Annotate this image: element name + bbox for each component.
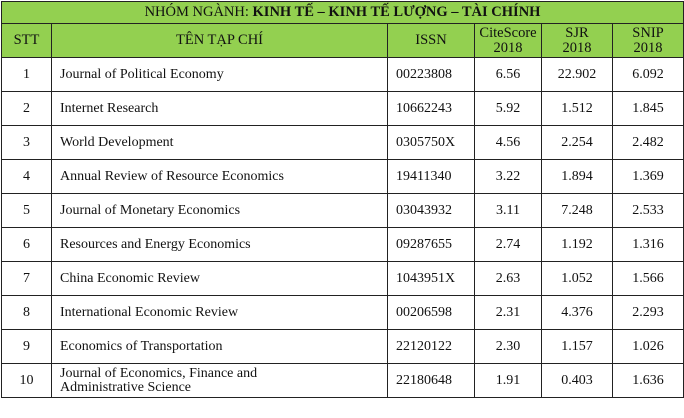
- table-row: [2, 228, 684, 262]
- header-citescore-label: CiteScore: [479, 24, 537, 41]
- cell-snip: 1.566: [613, 262, 684, 296]
- cell-sjr: 1.894: [542, 160, 613, 194]
- cell-journal-name: Resources and Energy Economics: [52, 228, 388, 262]
- header-citescore: [475, 24, 542, 58]
- cell-snip: 1.636: [613, 364, 684, 398]
- table-title-row: [2, 2, 684, 24]
- header-citescore-year: 2018: [493, 39, 523, 56]
- cell-sjr: 2.254: [542, 126, 613, 160]
- cell-sjr: 22.902: [542, 58, 613, 92]
- header-sjr: [542, 24, 613, 58]
- cell-sjr: 1.052: [542, 262, 613, 296]
- cell-snip: 2.533: [613, 194, 684, 228]
- cell-citescore: 2.63: [475, 262, 542, 296]
- header-issn: ISSN: [388, 24, 475, 58]
- cell-stt: 4: [2, 160, 52, 194]
- cell-citescore: 5.92: [475, 92, 542, 126]
- header-snip: [613, 24, 684, 58]
- cell-snip: 6.092: [613, 58, 684, 92]
- cell-journal-name: Journal of Political Economy: [52, 58, 388, 92]
- cell-stt: 9: [2, 330, 52, 364]
- table-row: [2, 262, 684, 296]
- header-snip-label: SNIP: [632, 24, 664, 41]
- cell-issn: 09287655: [388, 228, 475, 262]
- cell-issn: 1043951X: [388, 262, 475, 296]
- cell-snip: 2.482: [613, 126, 684, 160]
- journal-name-line1: Journal of Economics, Finance and: [60, 365, 258, 381]
- table-row: [2, 92, 684, 126]
- cell-sjr: 1.192: [542, 228, 613, 262]
- cell-stt: 1: [2, 58, 52, 92]
- cell-journal-name: Journal of Monetary Economics: [52, 194, 388, 228]
- cell-issn: 00223808: [388, 58, 475, 92]
- table-row: [2, 364, 684, 398]
- journal-ranking-table: [1, 1, 684, 398]
- cell-journal-name: Economics of Transportation: [52, 330, 388, 364]
- cell-citescore: 6.56: [475, 58, 542, 92]
- header-sjr-label: SJR: [565, 24, 589, 41]
- cell-issn: 22180648: [388, 364, 475, 398]
- header-snip-year: 2018: [633, 39, 663, 56]
- cell-issn: 00206598: [388, 296, 475, 330]
- cell-sjr: 0.403: [542, 364, 613, 398]
- table-header-row: [2, 24, 684, 58]
- cell-citescore: 1.91: [475, 364, 542, 398]
- table-row: [2, 58, 684, 92]
- table-row: [2, 126, 684, 160]
- cell-snip: 2.293: [613, 296, 684, 330]
- table-title-group: KINH TẾ – KINH TẾ LƯỢNG – TÀI CHÍNH: [252, 4, 541, 20]
- cell-stt: 2: [2, 92, 52, 126]
- cell-citescore: 3.11: [475, 194, 542, 228]
- cell-issn: 0305750X: [388, 126, 475, 160]
- cell-journal-name: World Development: [52, 126, 388, 160]
- cell-issn: 19411340: [388, 160, 475, 194]
- cell-issn: 22120122: [388, 330, 475, 364]
- cell-citescore: 2.74: [475, 228, 542, 262]
- cell-stt: 5: [2, 194, 52, 228]
- cell-snip: 1.026: [613, 330, 684, 364]
- cell-journal-name: China Economic Review: [52, 262, 388, 296]
- cell-stt: 3: [2, 126, 52, 160]
- table-row: [2, 160, 684, 194]
- cell-snip: 1.316: [613, 228, 684, 262]
- cell-citescore: 4.56: [475, 126, 542, 160]
- header-stt: STT: [2, 24, 52, 58]
- cell-sjr: 1.512: [542, 92, 613, 126]
- cell-journal-name: Internet Research: [52, 92, 388, 126]
- cell-stt: 10: [2, 364, 52, 398]
- cell-issn: 03043932: [388, 194, 475, 228]
- cell-sjr: 1.157: [542, 330, 613, 364]
- table-title-prefix: NHÓM NGÀNH:: [144, 4, 253, 20]
- cell-journal-name: [52, 364, 388, 398]
- cell-snip: 1.845: [613, 92, 684, 126]
- cell-stt: 8: [2, 296, 52, 330]
- table-title: [2, 2, 684, 24]
- cell-sjr: 4.376: [542, 296, 613, 330]
- cell-citescore: 2.31: [475, 296, 542, 330]
- cell-stt: 7: [2, 262, 52, 296]
- cell-issn: 10662243: [388, 92, 475, 126]
- cell-citescore: 3.22: [475, 160, 542, 194]
- table-row: [2, 330, 684, 364]
- cell-citescore: 2.30: [475, 330, 542, 364]
- cell-sjr: 7.248: [542, 194, 613, 228]
- journal-name-line2: Administrative Science: [60, 379, 192, 395]
- table-row: [2, 194, 684, 228]
- cell-snip: 1.369: [613, 160, 684, 194]
- cell-journal-name: Annual Review of Resource Economics: [52, 160, 388, 194]
- header-sjr-year: 2018: [562, 39, 592, 56]
- cell-stt: 6: [2, 228, 52, 262]
- table-row: [2, 296, 684, 330]
- cell-journal-name: International Economic Review: [52, 296, 388, 330]
- header-journal-name: TÊN TẠP CHÍ: [52, 24, 388, 58]
